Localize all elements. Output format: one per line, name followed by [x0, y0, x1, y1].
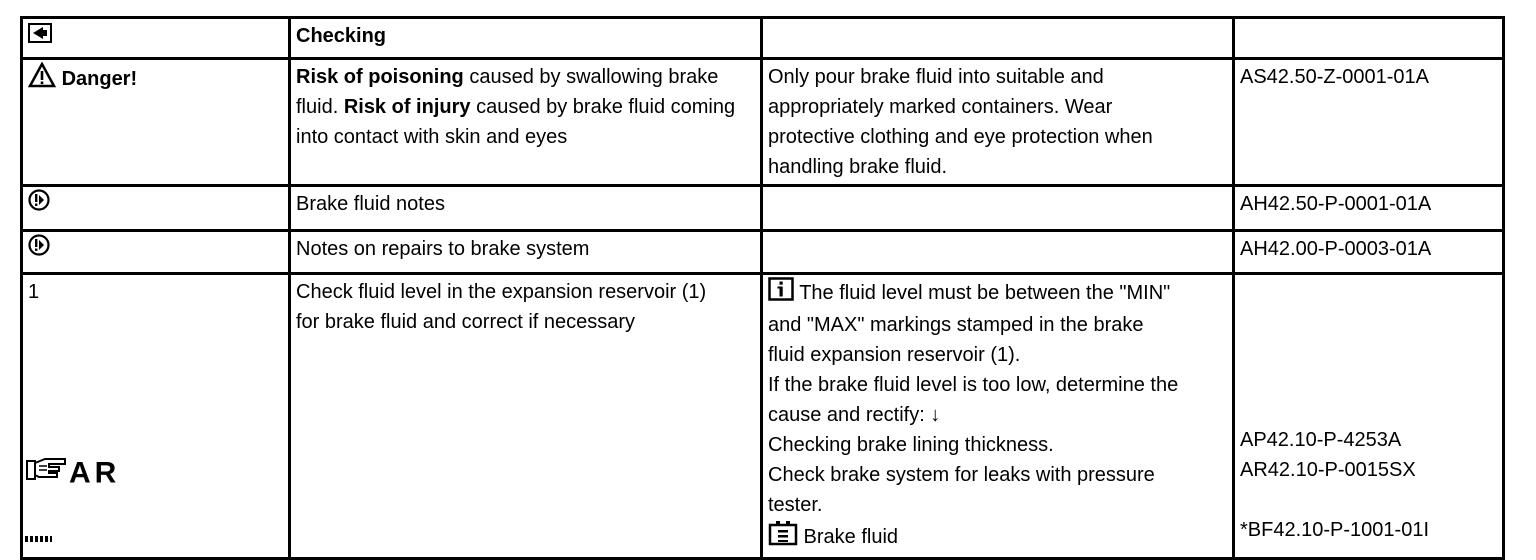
ar-label: AR	[69, 456, 121, 490]
note-icon-cell	[22, 231, 290, 274]
measure-line: Only pour brake fluid into suitable and	[768, 66, 1104, 88]
danger-ref-link[interactable]: AS42.50-Z-0001-01A	[1240, 66, 1430, 88]
measure-line: handling brake fluid.	[768, 156, 948, 178]
hazard-bold-2: Risk of injury	[343, 96, 471, 118]
ar-reference[interactable]	[25, 455, 120, 492]
step-number: 1	[28, 281, 40, 303]
info-line[interactable]: cause and rectify: ↓	[768, 404, 941, 426]
warning-triangle-icon	[28, 62, 56, 97]
measure-line: protective clothing and eye protection when	[768, 126, 1153, 148]
danger-row	[22, 59, 1504, 186]
header-empty-cell	[762, 18, 1234, 59]
danger-label: Danger!	[61, 67, 138, 90]
note-row-2	[22, 231, 1504, 274]
note-circle-icon	[28, 189, 50, 220]
step-row-1	[22, 274, 1504, 559]
header-title-cell	[290, 18, 762, 59]
note-ref-link[interactable]: AH42.00-P-0003-01A	[1240, 238, 1432, 260]
action-line: Check fluid level in the expansion reservoir (1)	[296, 281, 707, 303]
note-empty-cell	[762, 231, 1234, 274]
info-line[interactable]: Checking brake lining thickness.	[768, 434, 1054, 456]
info-line: tester.	[768, 494, 823, 516]
note-ref-link[interactable]: AH42.50-P-0001-01A	[1240, 193, 1432, 215]
note-circle-icon	[28, 234, 50, 265]
note-text-cell	[290, 231, 762, 274]
page-title: Checking	[296, 25, 387, 47]
step-ref-cell	[1234, 274, 1504, 559]
note-ref-cell	[1234, 231, 1504, 274]
step-ref-link[interactable]: AR42.10-P-0015SX	[1240, 459, 1416, 481]
info-icon	[768, 277, 794, 310]
step-ref-gap	[1240, 485, 1429, 515]
note-empty-cell	[762, 186, 1234, 231]
header-icon-cell	[22, 18, 290, 59]
fluid-label[interactable]: Brake fluid	[798, 525, 899, 548]
note-icon-cell	[22, 186, 290, 231]
step-ref-link[interactable]: AP42.10-P-4253A	[1240, 429, 1402, 451]
speaker-icon	[28, 22, 52, 52]
info-first-line: The fluid level must be between the "MIN"	[794, 281, 1171, 304]
danger-label-cell	[22, 59, 290, 186]
danger-measure-cell	[762, 59, 1234, 186]
page-footer-mark	[20, 536, 52, 542]
step-info-cell	[762, 274, 1234, 559]
header-row	[22, 18, 1504, 59]
danger-ref-cell	[1234, 59, 1504, 186]
fluid-container-icon	[768, 520, 798, 555]
note-text: Notes on repairs to brake system	[296, 238, 590, 260]
measure-line: appropriately marked containers. Wear	[768, 96, 1113, 118]
step-ref-link[interactable]: *BF42.10-P-1001-01I	[1240, 519, 1430, 541]
step-refs	[1240, 425, 1429, 545]
step-action-cell	[290, 274, 762, 559]
info-line[interactable]: Check brake system for leaks with pressure	[768, 464, 1155, 486]
header-ref-cell	[1234, 18, 1504, 59]
note-ref-cell	[1234, 186, 1504, 231]
info-line: fluid expansion reservoir (1).	[768, 344, 1021, 366]
hazard-text-2: caused by brake fluid coming into contact with skin and eyes	[296, 96, 736, 148]
note-row-1	[22, 186, 1504, 231]
hazard-text-1: caused by swallowing brake fluid.	[296, 66, 719, 118]
step-number-cell	[22, 274, 290, 559]
pointing-hand-icon	[25, 455, 69, 492]
note-text: Brake fluid notes	[296, 193, 445, 215]
hazard-bold-1: Risk of poisoning	[296, 66, 464, 88]
info-line: and "MAX" markings stamped in the brake	[768, 314, 1144, 336]
note-text-cell	[290, 186, 762, 231]
info-line: If the brake fluid level is too low, determine the	[768, 374, 1179, 396]
danger-hazard-cell	[290, 59, 762, 186]
action-line: for brake fluid and correct if necessary	[296, 311, 636, 333]
procedure-table	[20, 16, 1505, 560]
